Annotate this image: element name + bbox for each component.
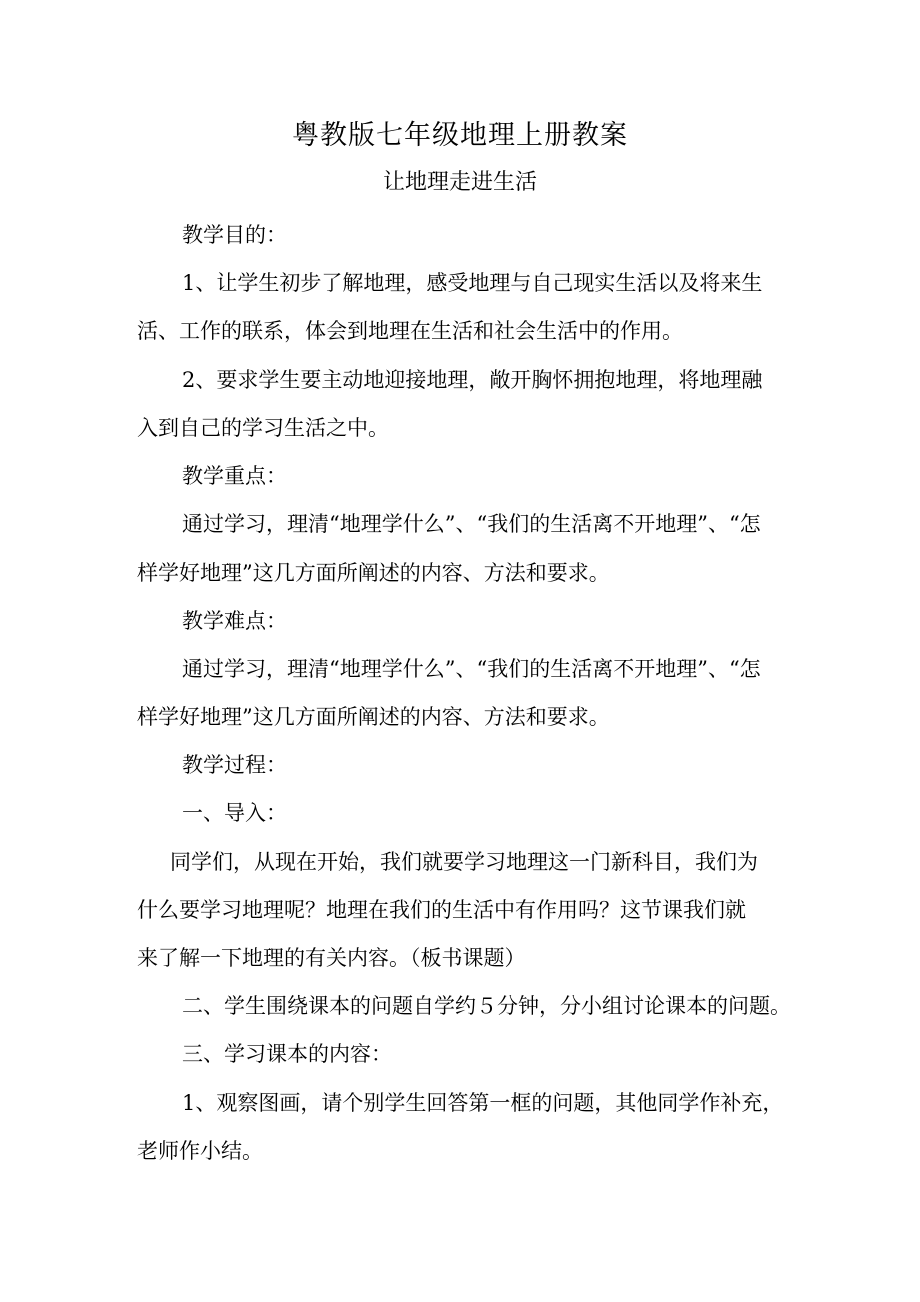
paragraph-line: 活、工作的联系，体会到地理在生活和社会生活中的作用。 [137,319,683,343]
paragraph-line: 2、要求学生要主动地迎接地理，敞开胸怀拥抱地理，将地理融 [182,368,763,392]
paragraph-line: 通过学习，理清“地理学什么”、“我们的生活离不开地理”、“怎 [182,512,761,536]
heading-teaching-process: 教学过程： [182,753,287,777]
paragraph-line: 二、学生围绕课本的问题自学约５分钟，分小组讨论课本的问题。 [182,994,791,1018]
heading-difficulties: 教学难点： [182,609,287,633]
heading-teaching-goals: 教学目的： [182,223,287,247]
paragraph-line: 来了解一下地理的有关内容。（板书课题） [137,946,526,970]
document-subtitle: 让地理走进生活 [382,170,537,195]
heading-study-content: 三、学习课本的内容： [182,1042,392,1066]
paragraph-line: 1、让学生初步了解地理，感受地理与自己现实生活以及将来生 [182,271,763,295]
paragraph-line: 老师作小结。 [137,1139,263,1163]
paragraph-line: 什么要学习地理呢？地理在我们的生活中有作用吗？这节课我们就 [137,898,746,922]
paragraph-line: 样学好地理”这几方面所阐述的内容、方法和要求。 [137,705,610,729]
document-title: 粤教版七年级地理上册教案 [292,120,628,151]
heading-introduction: 一、导入： [182,801,287,825]
paragraph-line: 样学好地理”这几方面所阐述的内容、方法和要求。 [137,561,610,585]
paragraph-line: 同学们，从现在开始，我们就要学习地理这一门新科目，我们为 [170,850,758,874]
paragraph-line: 1、观察图画，请个别学生回答第一框的问题，其他同学作补充， [182,1091,784,1115]
heading-key-points: 教学重点： [182,464,287,488]
paragraph-line: 入到自己的学习生活之中。 [137,416,389,440]
paragraph-line: 通过学习，理清“地理学什么”、“我们的生活离不开地理”、“怎 [182,657,761,681]
